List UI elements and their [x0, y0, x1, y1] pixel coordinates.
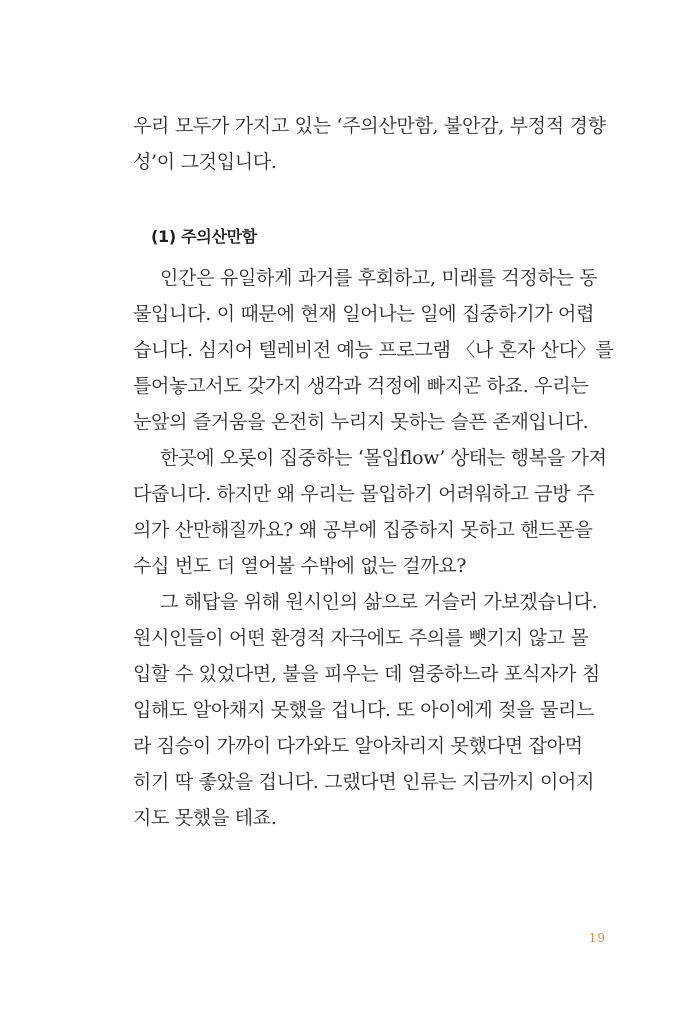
intro-line-1: 우리 모두가 가지고 있는 ‘주의산만함, 불안감, 부정적 경향 — [133, 115, 606, 137]
body-line-13: 입해도 알아채지 못했을 겁니다. 또 아이에게 젖을 물리느 — [133, 699, 595, 721]
body-line-11: 원시인들이 어떤 환경적 자극에도 주의를 뺏기지 않고 몰 — [133, 627, 589, 649]
body-line-16: 지도 못했을 테죠. — [133, 807, 277, 829]
body-line-4: 틀어놓고서도 갖가지 생각과 걱정에 빠지곤 하죠. 우리는 — [133, 375, 589, 397]
intro-line-2: 성’이 그것입니다. — [133, 151, 277, 173]
body-line-12: 입할 수 있었다면, 불을 피우는 데 열중하느라 포식자가 침 — [133, 663, 600, 685]
page-number: 19 — [588, 931, 606, 945]
body-line-6: 한곳에 오롯이 집중하는 ‘몰입flow’ 상태는 행복을 가져 — [160, 447, 607, 469]
body-line-7: 다줍니다. 하지만 왜 우리는 몰입하기 어려워하고 금방 주 — [133, 483, 595, 505]
body-line-8: 의가 산만해질까요? 왜 공부에 집중하지 못하고 핸드폰을 — [133, 519, 593, 541]
body-line-14: 라 짐승이 가까이 다가와도 알아차리지 못했다면 잡아먹 — [133, 735, 583, 757]
body-line-5: 눈앞의 즐거움을 온전히 누리지 못하는 슬픈 존재입니다. — [133, 411, 589, 433]
body-line-9: 수십 번도 더 열어볼 수밖에 없는 걸까요? — [133, 555, 467, 577]
section-heading: (1) 주의산만함 — [151, 227, 257, 246]
body-line-10: 그 해답을 위해 원시인의 삶으로 거슬러 가보겠습니다. — [160, 591, 598, 613]
body-line-2: 물입니다. 이 때문에 현재 일어나는 일에 집중하기가 어렵 — [133, 303, 595, 325]
body-line-3: 습니다. 심지어 텔레비전 예능 프로그램 〈나 혼자 산다〉를 — [133, 339, 614, 361]
body-line-1: 인간은 유일하게 과거를 후회하고, 미래를 걱정하는 동 — [160, 267, 598, 289]
body-line-15: 히기 딱 좋았을 겁니다. 그랬다면 인류는 지금까지 이어지 — [133, 771, 595, 793]
